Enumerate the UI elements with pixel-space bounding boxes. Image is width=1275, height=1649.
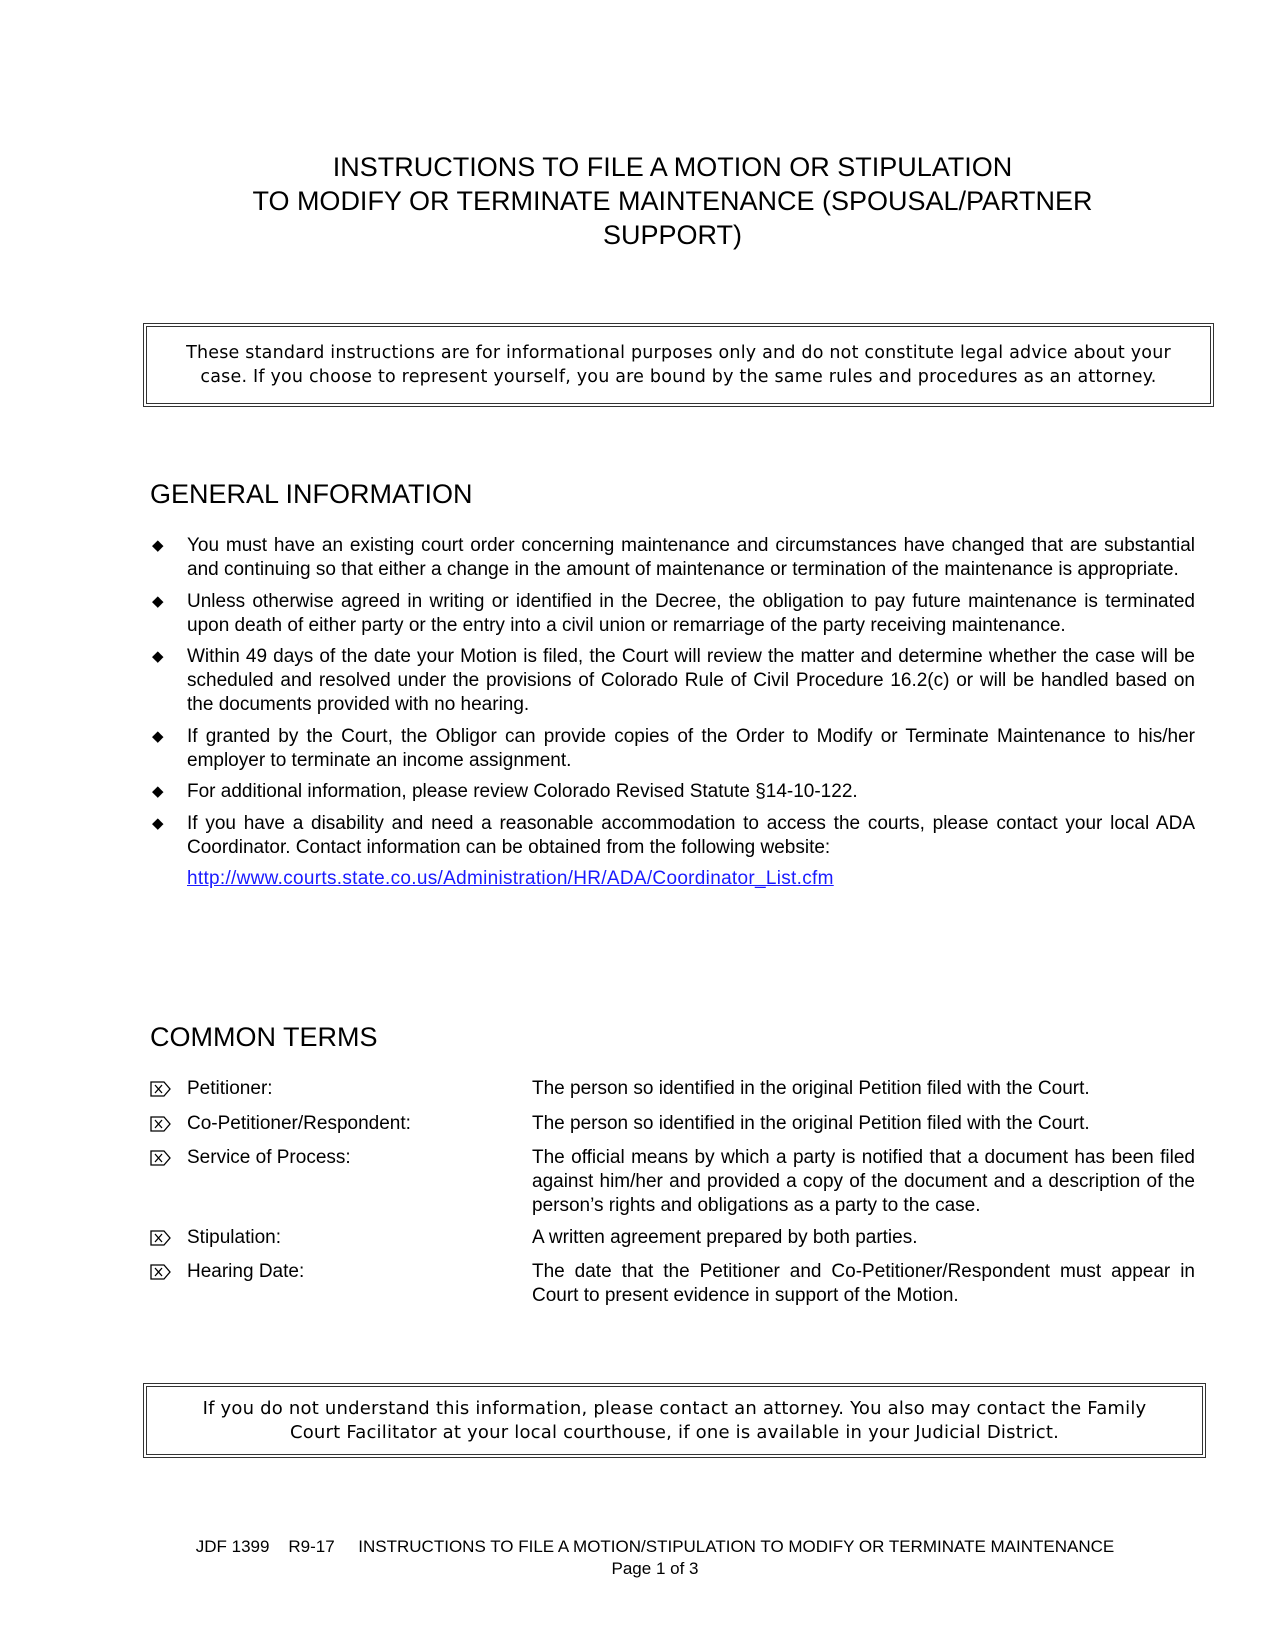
diamond-bullet-icon: ◆ xyxy=(152,814,164,832)
term-label: Service of Process: xyxy=(187,1147,351,1168)
contact-line-2: Court Facilitator at your local courthouse, if one is available in your Judicial District. xyxy=(289,1422,1060,1443)
list-item-text: Unless otherwise agreed in writing or identified in the Decree, the obligation to pay future maintenance is terminated upon death of either party or the entry into a civil union or remarriage of the party receiving maintenance. xyxy=(187,590,1195,636)
common-terms-heading: COMMON TERMS xyxy=(150,1022,378,1052)
contact-line-1: If you do not understand this information, please contact an attorney. You also may contact the Family xyxy=(202,1398,1147,1419)
list-item xyxy=(150,590,1195,638)
form-number: JDF 1399 xyxy=(195,1537,270,1556)
term-definition: The person so identified in the original Petition filed with the Court. xyxy=(532,1078,1090,1099)
term-row xyxy=(150,1112,1195,1139)
term-definition: The date that the Petitioner and Co-Petitioner/Respondent must appear in Court to present evidence in support of the Motion. xyxy=(532,1261,1195,1306)
term-row xyxy=(150,1146,1195,1218)
list-item xyxy=(150,725,1195,773)
disclaimer-line-2: case. If you choose to represent yourself, you are bound by the same rules and procedures as an attorney. xyxy=(200,367,1157,387)
list-item-text: For additional information, please review Colorado Revised Statute §14-10-122. xyxy=(187,781,858,802)
page-footer xyxy=(150,1536,1160,1580)
term-row xyxy=(150,1260,1195,1308)
term-row xyxy=(150,1077,1195,1104)
title-line-3: SUPPORT) xyxy=(602,220,743,250)
disclaimer-box xyxy=(143,323,1214,407)
checkbox-arrow-icon xyxy=(150,1226,187,1253)
list-item-text: You must have an existing court order concerning maintenance and circumstances have changed that are substantial and continuing so that either a change in the amount of maintenance or termination of the maintenance is appropriate. xyxy=(187,535,1195,580)
term-label: Petitioner: xyxy=(187,1078,273,1099)
diamond-bullet-icon: ◆ xyxy=(152,592,164,610)
title-line-1: INSTRUCTIONS TO FILE A MOTION OR STIPULATION xyxy=(332,152,1013,182)
page-number: Page 1 of 3 xyxy=(611,1559,699,1578)
footer-form-info xyxy=(150,1536,1160,1558)
form-title: INSTRUCTIONS TO FILE A MOTION/STIPULATION TO MODIFY OR TERMINATE MAINTENANCE xyxy=(358,1537,1115,1556)
term-label: Co-Petitioner/Respondent: xyxy=(187,1112,411,1134)
title-line-2: TO MODIFY OR TERMINATE MAINTENANCE (SPOUSAL/PARTNER xyxy=(252,186,1093,216)
disclaimer-line-1: These standard instructions are for informational purposes only and do not constitute legal advice about your xyxy=(186,343,1171,363)
form-revision: R9-17 xyxy=(288,1537,335,1556)
term-label: Stipulation: xyxy=(187,1226,282,1248)
document-title xyxy=(150,150,1195,252)
term-row xyxy=(150,1226,1195,1253)
list-item-text: If granted by the Court, the Obligor can provide copies of the Order to Modify or Terminate Maintenance to his/her employer to terminate an income assignment. xyxy=(187,725,1195,771)
list-item xyxy=(150,534,1195,582)
checkbox-arrow-icon xyxy=(150,1146,187,1218)
term-definition: A written agreement prepared by both parties. xyxy=(532,1226,918,1248)
list-item-text: If you have a disability and need a reasonable accommodation to access the courts, please contact your local ADA Coordinator. Contact information can be obtained from the following website: xyxy=(187,812,1195,858)
diamond-bullet-icon: ◆ xyxy=(152,537,164,554)
checkbox-arrow-icon xyxy=(150,1077,187,1104)
term-definition: The person so identified in the original Petition filed with the Court. xyxy=(532,1112,1090,1134)
term-definition: The official means by which a party is notified that a document has been filed against him/her and provided a copy of the document and a description of the person’s rights and obligations as a party to the case. xyxy=(532,1147,1195,1216)
list-item xyxy=(150,780,1195,804)
general-information-list xyxy=(150,534,1195,898)
diamond-bullet-icon: ◆ xyxy=(152,783,164,800)
list-item-text: Within 49 days of the date your Motion is filed, the Court will review the matter and determine whether the case will be scheduled and resolved under the provisions of Colorado Rule of Civil Procedure 16.2(c) or will be handled based on the documents provided with no hearing. xyxy=(187,646,1195,715)
diamond-bullet-icon: ◆ xyxy=(152,648,164,665)
list-item xyxy=(150,812,1195,891)
checkbox-arrow-icon xyxy=(150,1260,187,1308)
common-terms-list xyxy=(150,1077,1195,1316)
list-item xyxy=(150,645,1195,717)
term-label: Hearing Date: xyxy=(187,1261,305,1282)
ada-coordinator-link[interactable]: http://www.courts.state.co.us/Administration/HR/ADA/Coordinator_List.cfm xyxy=(187,867,834,889)
checkbox-arrow-icon xyxy=(150,1112,187,1139)
attorney-contact-box xyxy=(143,1383,1206,1458)
diamond-bullet-icon: ◆ xyxy=(152,727,164,745)
general-information-heading: GENERAL INFORMATION xyxy=(150,479,473,509)
